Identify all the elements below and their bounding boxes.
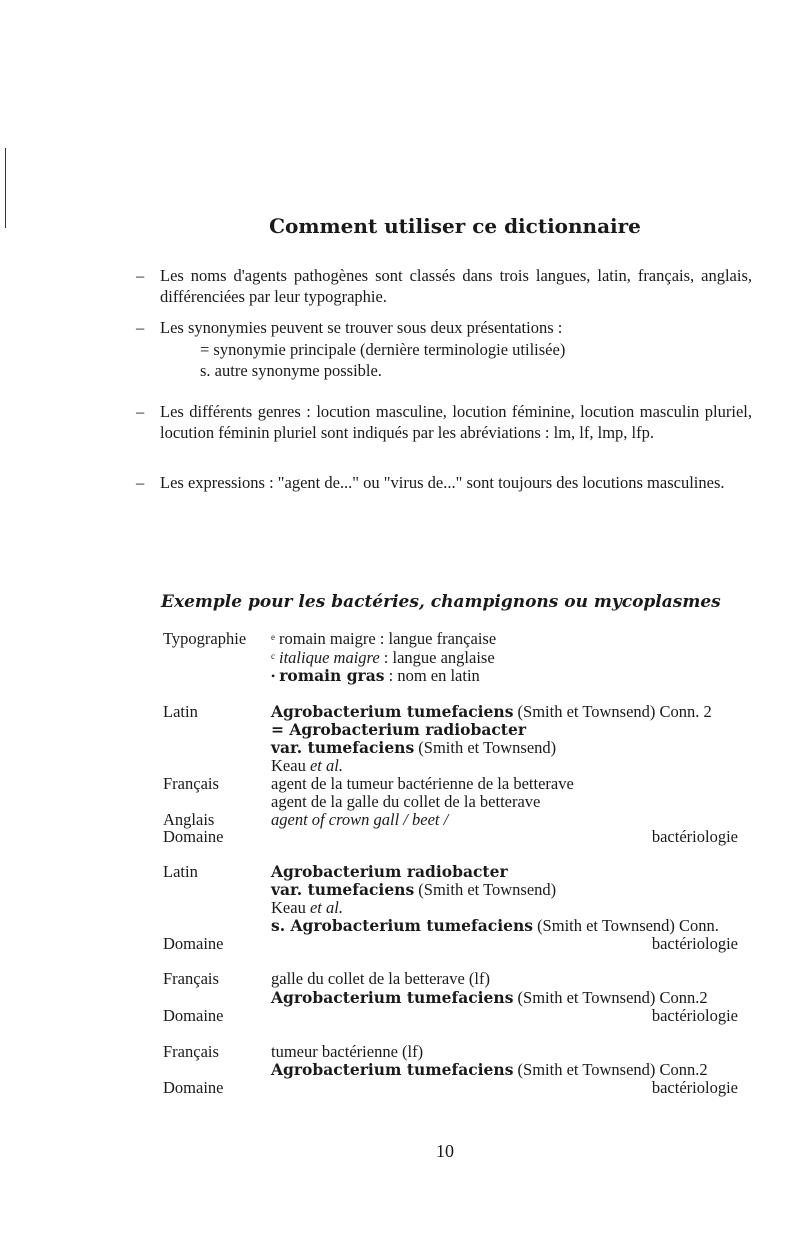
entry-domain: bactériologie — [651, 1006, 738, 1025]
label-francais: Français — [163, 1042, 219, 1061]
style-desc: : nom en latin — [384, 666, 480, 685]
list-item-text: Les synonymies peuvent se trouver sous deux présentations : — [160, 318, 563, 337]
entry-french: tumeur bactérienne (lf) — [271, 1042, 424, 1061]
style-desc: : langue anglaise — [379, 648, 495, 667]
style-name: romain maigre — [279, 629, 376, 648]
typography-line — [271, 629, 496, 649]
page-title: Comment utiliser ce dictionnaire — [269, 214, 641, 238]
label-domaine: Domaine — [163, 1006, 224, 1025]
synonymy-line: = synonymie principale (dernière terminologie utilisée) — [200, 340, 566, 359]
label-domaine: Domaine — [163, 827, 224, 846]
style-name: romain gras — [279, 666, 385, 685]
entry-domain: bactériologie — [651, 1078, 738, 1097]
entry-synonym: = Agrobacterium radiobacter — [271, 720, 526, 739]
label-francais: Français — [163, 774, 219, 793]
dash-marker: – — [136, 473, 145, 492]
bullet-mark: e — [271, 632, 275, 642]
entry-french: agent de la tumeur bactérienne de la betterave — [271, 774, 574, 793]
style-name: italique maigre — [279, 648, 380, 667]
entry-french: agent de la galle du collet de la betterave — [271, 792, 541, 811]
label-latin: Latin — [163, 862, 198, 881]
entry-french: galle du collet de la betterave (lf) — [271, 969, 490, 988]
typography-line — [271, 648, 495, 668]
bullet-mark: • — [271, 669, 276, 683]
typography-label: Typographie — [163, 629, 247, 648]
list-item — [136, 401, 756, 467]
entry-latin-name: Agrobacterium radiobacter — [271, 862, 508, 881]
typography-line — [271, 666, 480, 686]
list-item-text: Les noms d'agents pathogènes sont classés dans trois langues, latin, français, anglais, différenciées par leur typographie. — [160, 266, 752, 306]
entry-domain: bactériologie — [651, 827, 738, 846]
entry-variety: var. tumefaciens (Smith et Townsend) — [271, 880, 557, 899]
entry-domain: bactériologie — [651, 934, 738, 953]
dash-marker: – — [136, 402, 145, 421]
label-domaine: Domaine — [163, 1078, 224, 1097]
page-number: 10 — [436, 1141, 454, 1161]
example-title: Exemple pour les bactéries, champignons ou mycoplasmes — [161, 592, 721, 612]
label-francais: Français — [163, 969, 219, 988]
list-item-text: Les différents genres : locution masculine, locution féminine, locution masculin pluriel, locution féminin pluriel sont indiqués par les abréviations : lm, lf, lmp, lfp. — [160, 402, 752, 442]
list-item-text: Les expressions : "agent de..." ou "virus de..." sont toujours des locutions masculines. — [160, 473, 725, 492]
entry-latin-name: Agrobacterium tumefaciens (Smith et Townsend) Conn.2 — [271, 1060, 708, 1079]
bullet-mark: c — [271, 651, 275, 661]
dash-marker: – — [136, 318, 145, 337]
list-item — [136, 265, 756, 309]
entry-english: agent of crown gall / beet / — [271, 810, 449, 829]
synonymy-line: s. autre synonyme possible. — [200, 361, 382, 380]
entry-variety: var. tumefaciens (Smith et Townsend) — [271, 738, 557, 757]
entry-author: Keau et al. — [271, 898, 343, 917]
list-item — [136, 472, 756, 516]
label-latin: Latin — [163, 702, 198, 721]
entry-author: Keau et al. — [271, 756, 343, 775]
list-item — [136, 317, 756, 339]
entry-latin-name: Agrobacterium tumefaciens (Smith et Townsend) Conn.2 — [271, 988, 708, 1007]
entry-synonym: s. Agrobacterium tumefaciens (Smith et Townsend) Conn. — [271, 916, 719, 935]
entry-latin-name: Agrobacterium tumefaciens (Smith et Townsend) Conn. 2 — [271, 702, 712, 721]
dash-marker: – — [136, 266, 145, 285]
style-desc: : langue française — [375, 629, 497, 648]
label-domaine: Domaine — [163, 934, 224, 953]
label-anglais: Anglais — [163, 810, 215, 829]
